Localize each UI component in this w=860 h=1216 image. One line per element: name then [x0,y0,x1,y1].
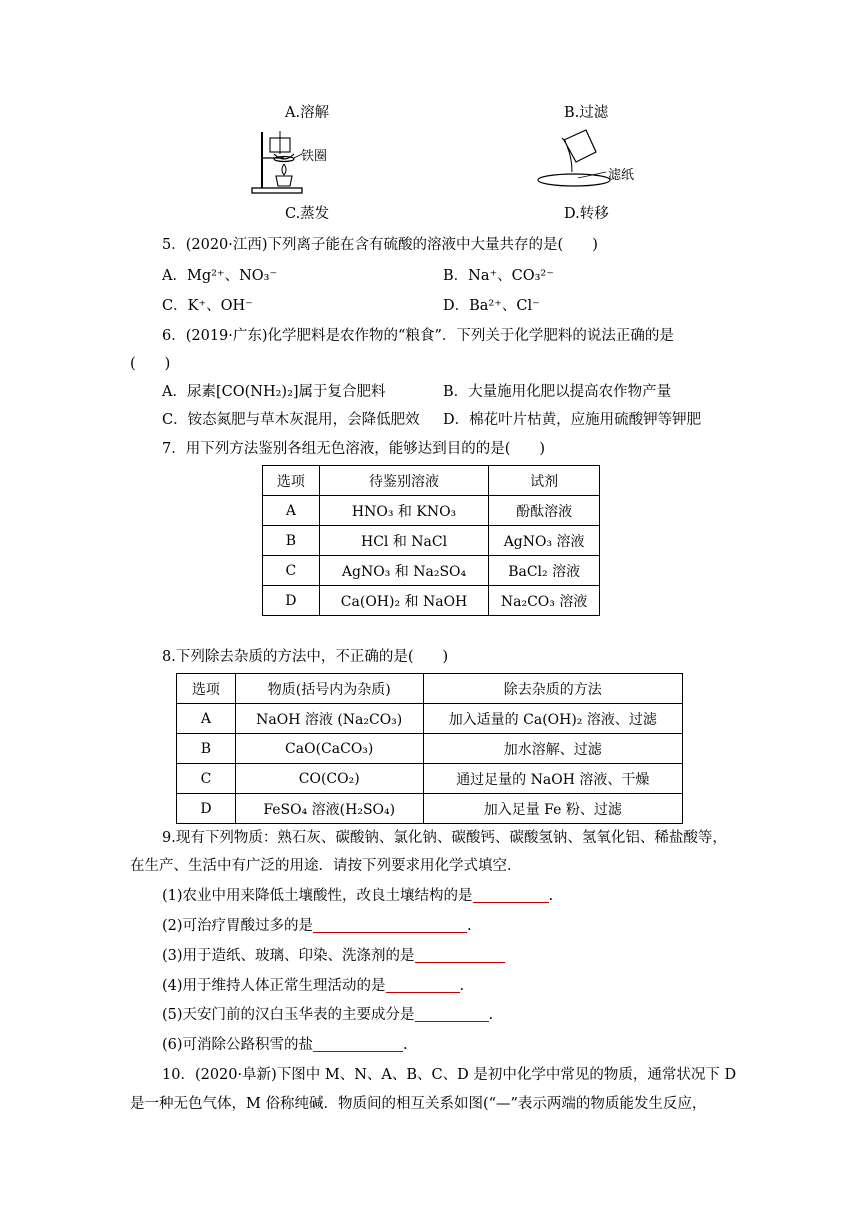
transfer-apparatus-image [534,128,644,198]
table-cell: 通过足量的 NaOH 溶液、干燥 [423,764,682,794]
q5-stem: 5．(2020·江西)下列离子能在含有硫酸的溶液中大量共存的是( ) [162,237,598,253]
option-c-label: C.蒸发 [285,206,330,222]
table-row [177,794,683,824]
answer-blank[interactable] [313,1037,403,1052]
q6-option-d: D．棉花叶片枯黄，应施用硫酸钾等钾肥 [443,412,702,428]
q9-item-2 [162,917,472,935]
q9-item-text: (6)可消除公路积雪的盐 [162,1037,314,1053]
table-header-cell: 物质(括号内为杂质) [235,674,423,704]
option-b-label: B.过滤 [564,105,609,121]
answer-blank[interactable] [313,918,467,933]
q9-item-text: (3)用于造纸、玻璃、印染、洗涤剂的是 [162,948,415,964]
table-cell: AgNO₃ 和 Na₂SO₄ [319,556,488,586]
period: . [459,978,465,994]
q5-option-b: B．Na⁺、CO₃²⁻ [443,268,554,284]
period: . [488,1007,494,1023]
table-cell: HNO₃ 和 KNO₃ [319,496,488,526]
q9-item-text: (2)可治疗胃酸过多的是 [162,918,314,934]
iron-ring-label: 铁圈 [301,149,328,164]
answer-blank[interactable] [386,978,460,993]
option-d-label: D.转移 [564,206,609,222]
table-cell: Na₂CO₃ 溶液 [489,586,600,616]
q7-stem: 7．用下列方法鉴别各组无色溶液，能够达到目的的是( ) [162,441,546,457]
table-row [263,496,600,526]
table-cell: CaO(CaCO₃) [235,734,423,764]
table-row [263,526,600,556]
table-cell: A [177,704,236,734]
option-a-label: A.溶解 [285,105,330,121]
q9-stem-line2: 在生产、生活中有广泛的用途．请按下列要求用化学式填空． [130,858,522,874]
q8-table [176,673,683,824]
q6-option-a: A．尿素[CO(NH₂)₂]属于复合肥料 [162,384,386,400]
table-header-cell: 除去杂质的方法 [423,674,682,704]
q9-item-4 [162,977,464,995]
table-header-cell: 待鉴别溶液 [319,466,488,496]
q6-stem: 6．(2019·广东)化学肥料是农作物的“粮食”．下列关于化学肥料的说法正确的是 [162,328,674,344]
table-cell: 加水溶解、过滤 [423,734,682,764]
answer-blank[interactable] [415,948,505,963]
table-header-cell: 选项 [177,674,236,704]
table-row [177,734,683,764]
q5-option-d: D．Ba²⁺、Cl⁻ [443,298,540,314]
table-header-cell: 试剂 [489,466,600,496]
table-cell: D [177,794,236,824]
q5-option-a: A．Mg²⁺、NO₃⁻ [162,268,278,284]
q9-item-6 [162,1036,408,1054]
table-cell: HCl 和 NaCl [319,526,488,556]
period: . [403,1037,408,1053]
q9-item-text: (5)天安门前的汉白玉华表的主要成分是 [162,1007,415,1023]
table-cell: 酚酞溶液 [489,496,600,526]
table-header-row [177,674,683,704]
table-cell: B [177,734,236,764]
table-row [263,586,600,616]
table-cell: Ca(OH)₂ 和 NaOH [319,586,488,616]
table-cell: A [263,496,320,526]
q9-item-3 [162,947,505,965]
answer-blank[interactable] [473,888,549,903]
q7-table [262,465,600,616]
q6-stem-paren: ( ) [130,356,171,372]
q10-stem-line2: 是一种无色气体，M 俗称纯碱．物质间的相互关系如图(“—”表示两端的物质能发生反应， [130,1096,707,1112]
table-row [177,764,683,794]
table-cell: NaOH 溶液 (Na₂CO₃) [235,704,423,734]
table-cell: 加入足量 Fe 粉、过滤 [423,794,682,824]
q9-item-1 [162,887,553,905]
table-cell: D [263,586,320,616]
q6-option-b: B．大量施用化肥以提高农作物产量 [443,384,672,400]
q5-option-c: C．K⁺、OH⁻ [162,298,253,314]
filter-paper-label: 滤纸 [608,168,635,183]
table-cell: CO(CO₂) [235,764,423,794]
q8-stem: 8.下列除去杂质的方法中，不正确的是( ) [162,649,449,665]
q9-item-text: (1)农业中用来降低土壤酸性，改良土壤结构的是 [162,888,473,904]
table-cell: AgNO₃ 溶液 [489,526,600,556]
table-cell: C [177,764,236,794]
q9-item-5 [162,1006,493,1024]
table-cell: BaCl₂ 溶液 [489,556,600,586]
table-row [263,556,600,586]
table-cell: B [263,526,320,556]
table-header-cell: 选项 [263,466,320,496]
period: . [467,918,472,934]
q9-stem: 9.现有下列物质：熟石灰、碳酸钠、氯化钠、碳酸钙、碳酸氢钠、氢氧化铝、稀盐酸等， [162,830,727,846]
table-cell: FeSO₄ 溶液(H₂SO₄) [235,794,423,824]
table-row [177,704,683,734]
period: . [548,888,554,904]
q9-item-text: (4)用于维持人体正常生理活动的是 [162,978,386,994]
answer-blank[interactable] [415,1007,489,1022]
table-header-row [263,466,600,496]
table-cell: C [263,556,320,586]
q6-option-c: C．铵态氮肥与草木灰混用，会降低肥效 [162,412,420,428]
table-cell: 加入适量的 Ca(OH)₂ 溶液、过滤 [423,704,682,734]
q10-stem-line1: 10．(2020·阜新)下图中 M、N、A、B、C、D 是初中化学中常见的物质，通常状况下 D [162,1067,737,1083]
